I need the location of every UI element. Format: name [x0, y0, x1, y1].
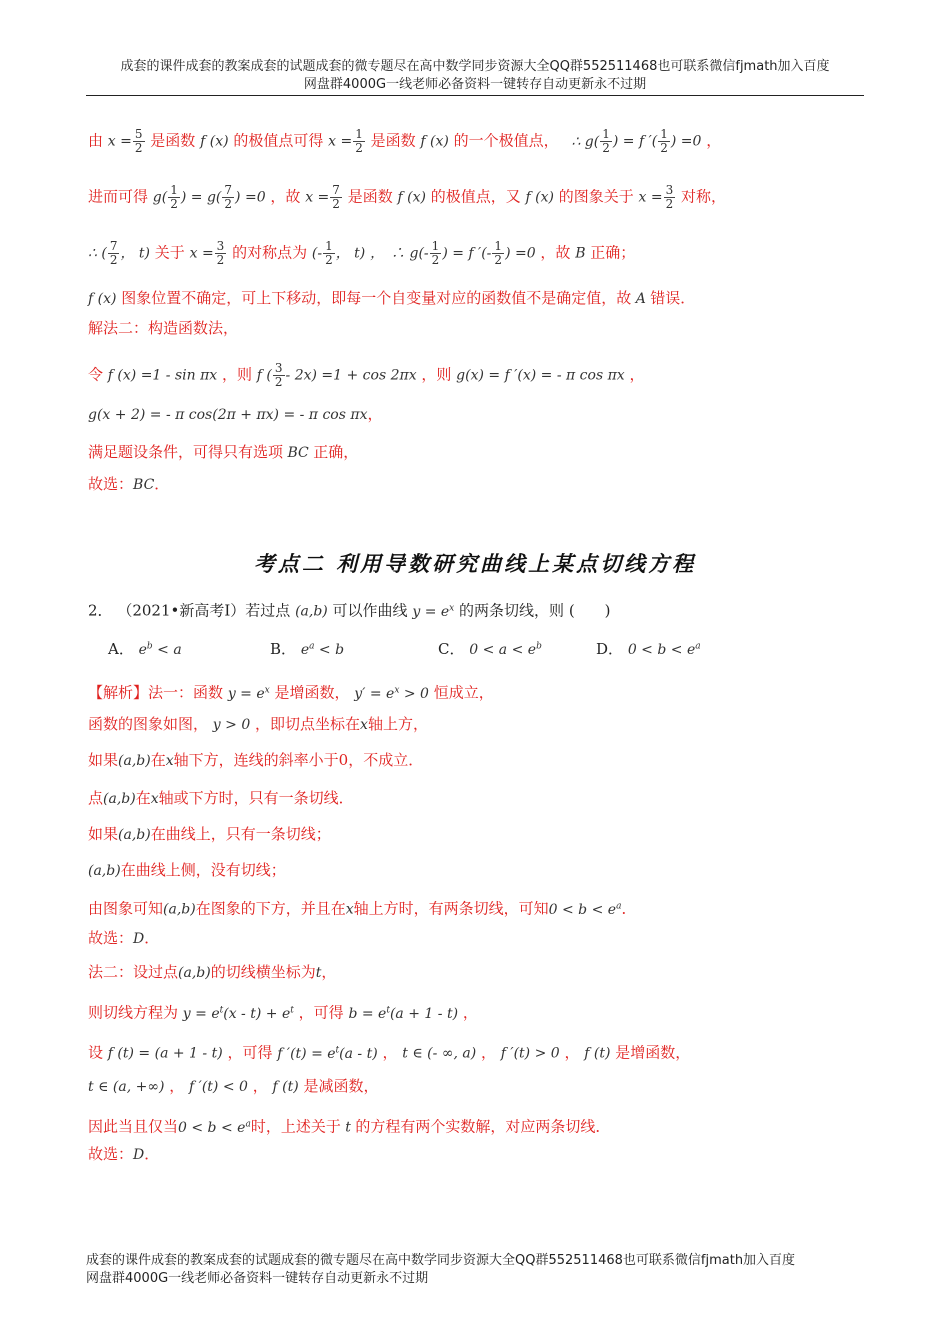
math: ∴ ( — [88, 245, 107, 262]
text: 是函数 — [370, 131, 416, 150]
math: x — [345, 901, 354, 918]
math: ) = f ′( — [612, 133, 658, 150]
math: BC — [283, 445, 314, 461]
fraction: $\frac{1}{2}$ — [431, 239, 440, 267]
math: y > 0 — [212, 717, 251, 733]
text: 故选： — [88, 475, 134, 493]
math: (a,b) — [103, 791, 136, 807]
question-stem — [88, 598, 611, 622]
text: 进而可得 — [88, 187, 149, 206]
sol1-line-7 — [88, 404, 382, 425]
header-line-1: 成套的课件成套的教案成套的试题成套的微专题尽在高中数学同步资源大全QQ群552511468也可联系微信fjmath加入百度 — [120, 59, 830, 74]
text: 图象位置不确定，可上下移动，即每一个自变量对应的函数值不是确定值，故 — [121, 289, 632, 307]
text: 的图象关于 — [558, 187, 634, 206]
text: ，不成立． — [348, 751, 424, 769]
math: f (x) =1 - sin πx — [107, 367, 218, 384]
text: ， — [629, 365, 645, 384]
text: 对称， — [681, 187, 727, 206]
text: 0 — [338, 751, 349, 769]
math: $e^a < b$ — [300, 641, 345, 658]
sol1-line-1 — [88, 128, 721, 155]
fraction: $\frac{7}{2}$ — [224, 183, 233, 211]
option-label: B． — [270, 640, 297, 658]
sol2-line-10 — [88, 1000, 478, 1024]
text: 的方程有两个实数解，对应两条切线． — [355, 1117, 611, 1136]
math: $0 < a < e^b$ — [469, 641, 542, 658]
text: ，故 — [270, 187, 301, 206]
math: $y' = e^x > 0$ — [354, 685, 429, 702]
math: x — [150, 791, 159, 807]
sol1-line-4 — [88, 288, 695, 309]
page-footer — [86, 1252, 864, 1288]
math: (a,b) — [178, 965, 211, 981]
text: 的一个极值点， — [453, 131, 559, 150]
text: ． — [621, 899, 637, 918]
math: BC — [133, 477, 155, 493]
text: 关于 — [154, 243, 185, 262]
text: 可以作曲线 — [332, 601, 408, 620]
text: 的两条切线，则 — [459, 601, 565, 620]
math: x — [360, 717, 368, 733]
text: 法一：函数 — [148, 683, 224, 702]
math: A — [631, 291, 651, 307]
option-label: A． — [108, 640, 134, 658]
math: g(x) = f ′(x) = - π cos πx — [456, 367, 625, 384]
math: (a,b) — [88, 863, 121, 879]
math: ∴ g( — [571, 133, 600, 150]
answer-blank: ( ) — [568, 601, 611, 620]
fraction: $\frac{7}{2}$ — [332, 183, 340, 211]
text: 满足题设条件，可得只有选项 — [88, 443, 284, 461]
text: ，则 — [421, 365, 452, 384]
sol2-line-7 — [88, 896, 636, 920]
text: 的极值点可得 — [233, 131, 324, 150]
math: x = — [328, 133, 353, 150]
text: 则切线方程为 — [88, 1003, 179, 1022]
math: x = — [638, 189, 663, 206]
text: 在图象的下方，并且在 — [195, 899, 346, 918]
fraction: $\frac{1}{2}$ — [355, 127, 363, 155]
fraction: $\frac{1}{2}$ — [602, 127, 610, 155]
math: $0 < b < e^a$ — [178, 1119, 251, 1136]
math: f (t) = (a + 1 - t) — [107, 1045, 223, 1062]
sol2-line-9 — [88, 962, 336, 983]
text: 如果 — [88, 751, 119, 769]
sol2-line-1 — [88, 680, 494, 704]
text: ，即切点坐标在 — [255, 715, 361, 733]
text: ，则 — [221, 365, 252, 384]
text: ，可得 — [298, 1003, 344, 1022]
text: 令 — [88, 365, 104, 384]
math: ， ∴ g(- — [370, 245, 429, 262]
math: f ′(t) > 0 — [500, 1045, 560, 1062]
math: x = — [189, 245, 214, 262]
math: ) = g( — [180, 189, 222, 206]
option-b — [270, 638, 344, 659]
text: 是函数 — [150, 131, 196, 150]
text: 恒成立， — [433, 683, 494, 702]
math: $y = e^t(x - t) + e^t$ — [182, 1005, 294, 1022]
math: B — [575, 245, 586, 262]
text: 正确； — [590, 243, 636, 262]
sol1-line-5: 解法二：构造函数法， — [88, 319, 239, 337]
text: ， — [321, 963, 337, 981]
math: ) = f ′(- — [442, 245, 492, 262]
math: x = — [305, 189, 330, 206]
text: 如果 — [88, 825, 119, 843]
text: ， — [564, 1043, 580, 1062]
math: f ′(t) < 0 — [189, 1079, 248, 1095]
math: f $'(t) = e^t(a - t)$ — [277, 1045, 378, 1062]
text: ， — [382, 1043, 398, 1062]
sol2-line-6 — [88, 860, 286, 881]
sol1-line-3 — [88, 240, 635, 267]
analysis-tag: 【解析】 — [88, 683, 149, 702]
math: $b = e^t(a + 1 - t)$ — [348, 1005, 459, 1022]
fraction: $\frac{7}{2}$ — [109, 239, 118, 267]
sol1-line-8 — [88, 442, 358, 463]
math: ) =0 — [235, 189, 266, 206]
math: ， t) — [335, 245, 366, 262]
text: ． — [144, 1145, 160, 1163]
math: $0 < b < e^a$ — [548, 901, 622, 918]
text: 的极值点，又 — [430, 187, 521, 206]
math: x — [165, 753, 174, 769]
text: 法二：设过点 — [88, 963, 179, 981]
text: 由 — [88, 131, 104, 150]
math: $e^b < a$ — [138, 641, 182, 658]
math: f (x) — [420, 133, 449, 150]
text: ，故 — [540, 243, 571, 262]
header-line-2: 网盘群4000G一线老师必备资料一键转存自动更新永不过期 — [303, 77, 647, 92]
text: 故选： — [88, 1145, 134, 1163]
page-header — [86, 58, 864, 94]
math: t — [315, 965, 322, 981]
fraction: $\frac{3}{2}$ — [665, 183, 674, 211]
math: f (t) — [272, 1079, 299, 1095]
math: f ( — [256, 367, 272, 384]
text: ， — [706, 131, 722, 150]
footer-line-2: 网盘群4000G一线老师必备资料一键转存自动更新永不过期 — [86, 1271, 429, 1286]
sol2-line-2 — [88, 714, 428, 735]
option-label: C． — [438, 640, 465, 658]
sol2-line-11 — [88, 1040, 690, 1064]
text: 点 — [88, 789, 104, 807]
text: ，可得 — [227, 1043, 273, 1062]
math: g( — [152, 189, 168, 206]
math: (a,b) — [118, 753, 151, 769]
text: 在曲线上侧，没有切线； — [120, 861, 286, 879]
sol1-line-2 — [88, 184, 726, 211]
text: 时，上述关于 — [250, 1117, 341, 1136]
text: 轴下方，连线的斜率小于 — [173, 751, 339, 769]
text: 的切线横坐标为 — [210, 963, 316, 981]
section-title: 考点二 利用导数研究曲线上某点切线方程 — [253, 551, 697, 576]
sol2-line-14 — [88, 1144, 159, 1165]
text: ． — [144, 929, 160, 947]
math: t ∈ (- ∞, a) — [402, 1045, 477, 1062]
option-a — [108, 638, 182, 659]
math: $0 < b < e^a$ — [627, 641, 701, 658]
text: ， — [169, 1077, 185, 1095]
text: 在 — [150, 751, 166, 769]
text: 函数的图象如图， — [88, 715, 209, 733]
sol2-line-13 — [88, 1114, 610, 1138]
fraction: $\frac{1}{2}$ — [660, 127, 668, 155]
text: 在 — [135, 789, 151, 807]
math: ) =0 — [670, 133, 702, 150]
math: f (t) — [584, 1045, 611, 1062]
sol2-line-3 — [88, 750, 423, 771]
math: (a,b) — [118, 827, 151, 843]
math: f (x) — [397, 189, 426, 206]
question-number: 2． — [88, 601, 113, 620]
math: ， t) — [120, 245, 151, 262]
text: ， — [252, 1077, 268, 1095]
math: D — [133, 1147, 145, 1163]
fraction: $\frac{5}{2}$ — [134, 127, 143, 155]
text: ， — [367, 405, 383, 423]
sol2-line-5 — [88, 824, 331, 845]
text: 是减函数， — [303, 1077, 379, 1095]
text: ． — [154, 475, 170, 493]
math: x = — [107, 133, 132, 150]
math: (a,b) — [295, 603, 328, 620]
text: 是增函数， — [274, 683, 350, 702]
text: 正确， — [313, 443, 359, 461]
text: 的对称点为 — [232, 243, 308, 262]
math: - 2x) =1 + cos 2πx — [285, 367, 417, 384]
fraction: $\frac{3}{2}$ — [216, 239, 225, 267]
text: （2021•新高考Ⅰ）若过点 — [117, 601, 291, 620]
option-label: D． — [596, 640, 624, 658]
math: D — [133, 931, 145, 947]
fraction: $\frac{1}{2}$ — [494, 239, 503, 267]
sol2-line-4 — [88, 788, 354, 809]
math: t — [340, 1119, 356, 1136]
sol1-line-6 — [88, 362, 644, 389]
text: 在曲线上，只有一条切线； — [150, 825, 331, 843]
math: g(x + 2) = - π cos(2π + πx) = - π cos πx — [88, 407, 368, 423]
header-rule — [86, 95, 864, 96]
text: 是函数 — [347, 187, 393, 206]
text: 轴上方， — [367, 715, 428, 733]
math: f (x) — [525, 189, 554, 206]
math: t ∈ (a, +∞) — [88, 1079, 165, 1095]
text: 因此当且仅当 — [88, 1117, 179, 1136]
text: 轴上方时，有两条切线，可知 — [353, 899, 549, 918]
text: ， — [462, 1003, 478, 1022]
math: ) =0 — [505, 245, 536, 262]
math: $y = e^x$ — [412, 603, 455, 620]
fraction: $\frac{1}{2}$ — [325, 239, 333, 267]
footer-line-1: 成套的课件成套的教案成套的试题成套的微专题尽在高中数学同步资源大全QQ群552511468也可联系微信fjmath加入百度 — [86, 1253, 796, 1268]
text: 由图象可知 — [88, 899, 164, 918]
sol2-line-12 — [88, 1076, 379, 1097]
text: 故选： — [88, 929, 134, 947]
math: (- — [311, 245, 323, 262]
math: (a,b) — [163, 901, 196, 918]
sol2-line-8 — [88, 928, 159, 949]
fraction: $\frac{1}{2}$ — [170, 183, 178, 211]
text: 错误． — [650, 289, 696, 307]
fraction: $\frac{3}{2}$ — [274, 361, 283, 389]
text: 轴或下方时，只有一条切线． — [158, 789, 354, 807]
math: f (x) — [88, 291, 117, 307]
text: ， — [480, 1043, 496, 1062]
option-c — [438, 638, 542, 659]
text: 是增函数， — [615, 1043, 691, 1062]
option-d — [596, 638, 701, 659]
sol1-line-9 — [88, 474, 169, 495]
math: $y = e^x$ — [227, 685, 270, 702]
math: f (x) — [200, 133, 229, 150]
text: 设 — [88, 1043, 104, 1062]
